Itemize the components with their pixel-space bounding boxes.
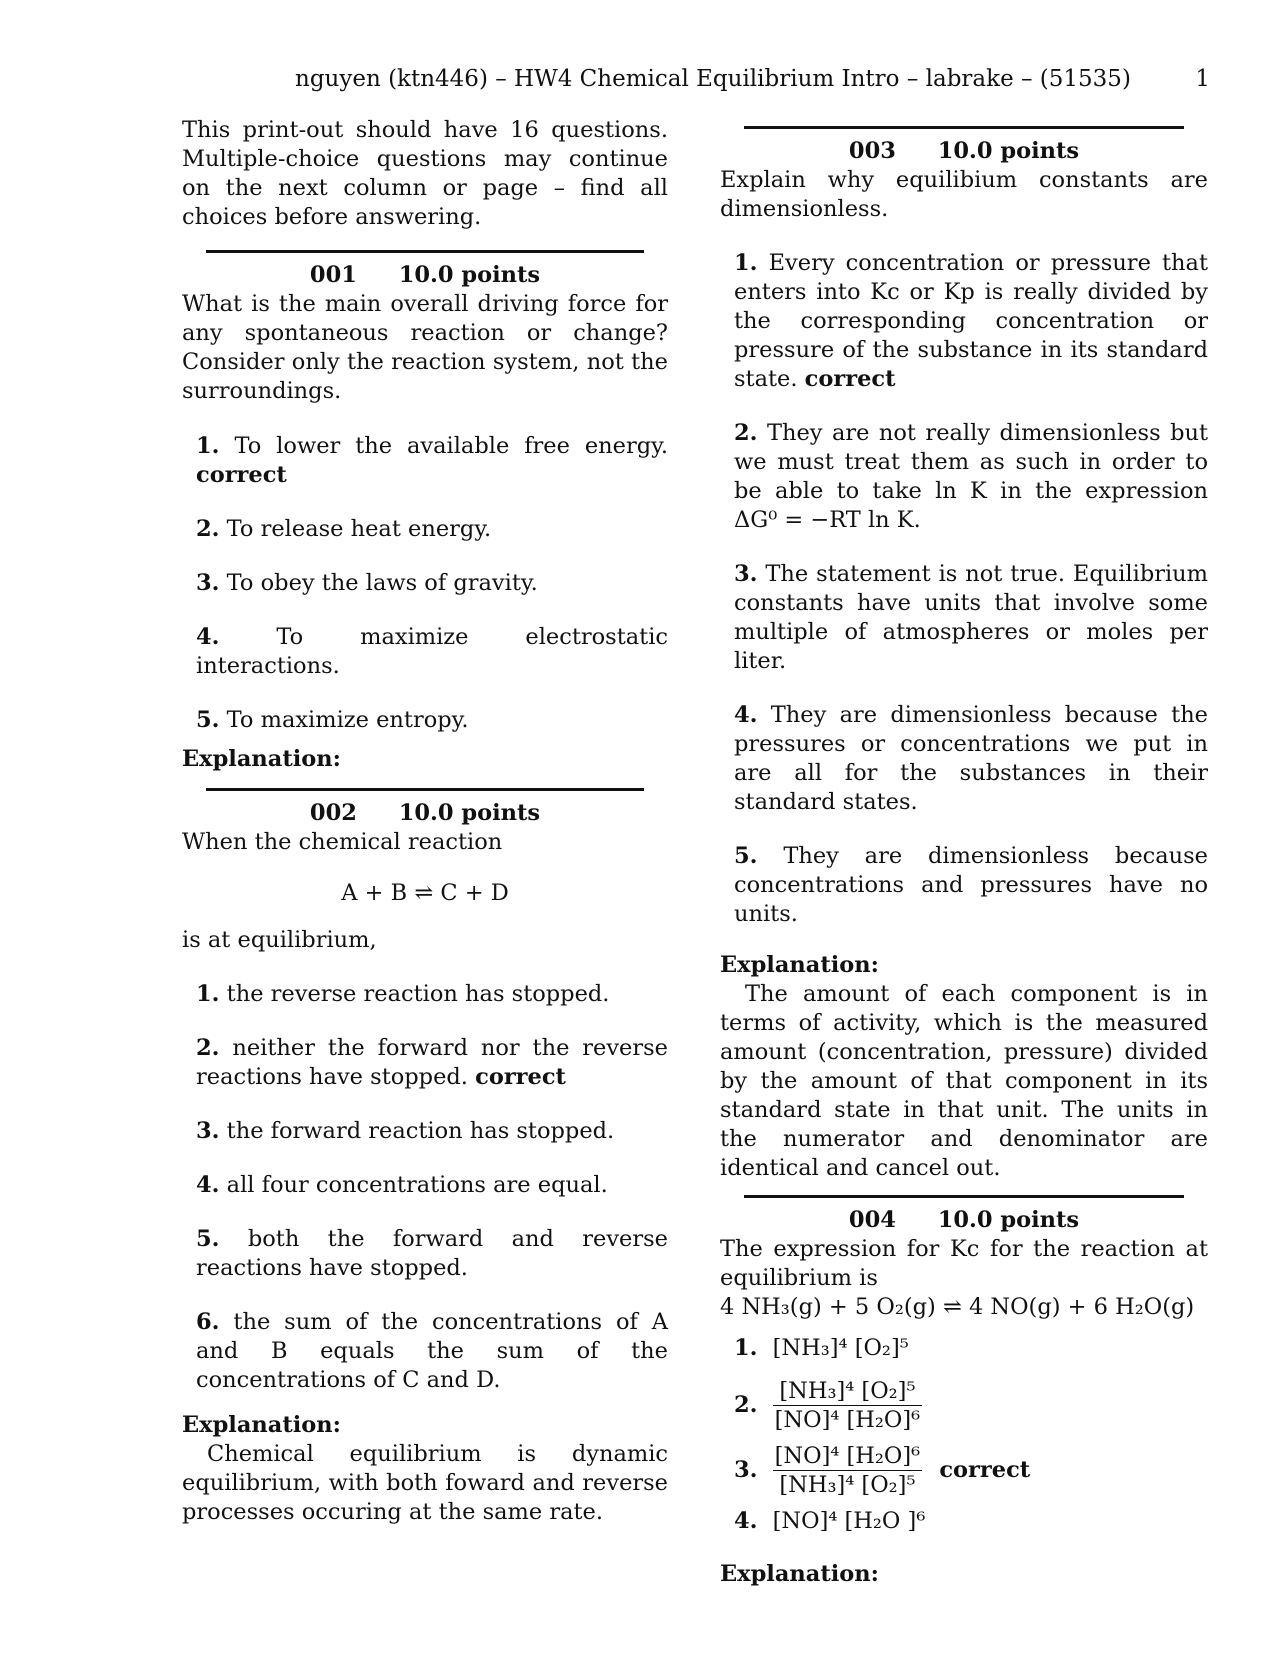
question-header — [720, 137, 1208, 166]
intro-text: This print-out should have 16 questions. Multiple-choice questions may continue on the next column or page – find all choices before answering. — [182, 117, 668, 230]
correct-mark: correct — [939, 1456, 1031, 1483]
question-divider — [744, 1195, 1184, 1198]
right-column — [720, 116, 1208, 1589]
reaction-equation: 4 NH₃(g) + 5 O₂(g) ⇌ 4 NO(g) + 6 H₂O(g) — [720, 1294, 1195, 1320]
choice: 2. $\frac{\text{[NH₃]⁴ [O₂]⁵}}{\text{[NO]⁴ [H₂O]⁶}}$ — [734, 1378, 921, 1433]
question-header — [720, 1206, 1208, 1235]
question-003 — [720, 126, 1208, 1183]
explanation-label: Explanation: — [720, 1561, 879, 1587]
question-number: 001 — [309, 262, 357, 288]
fraction: $\frac{\text{[NH₃]⁴ [O₂]⁵}}{\text{[NO]⁴ [H₂O]⁶}}$ — [774, 1378, 921, 1433]
question-004 — [720, 1195, 1208, 1589]
document-title: nguyen (ktn446) – HW4 Chemical Equilibrium Intro – labrake – (51535) — [295, 66, 1131, 92]
left-column — [182, 116, 668, 1527]
choice: 4. To maximize electrostatic interactions. — [196, 624, 669, 679]
question-points: 10.0 points — [937, 138, 1080, 164]
question-divider — [206, 250, 644, 253]
fraction: $\frac{\text{[NO]⁴ [H₂O]⁶}}{\text{[NH₃]⁴ [O₂]⁵}}$ — [774, 1443, 921, 1498]
question-header — [182, 261, 668, 290]
reaction-equation: A + B ⇌ C + D — [341, 880, 509, 906]
question-points: 10.0 points — [937, 1207, 1080, 1233]
choice: 2. neither the forward nor the reverse reactions have stopped. correct — [196, 1035, 668, 1090]
correct-mark: correct — [804, 366, 896, 392]
explanation-text: The amount of each component is in terms of activity, which is the measured amount (concentration, pressure) divided by the amount of that component in its standard state in that unit. The units in the numerator and denominator are identical and cancel out. — [720, 981, 1208, 1181]
question-stem: Explain why equilibium constants are dimensionless. — [720, 167, 1208, 222]
question-stem-continued: is at equilibrium, — [182, 927, 377, 953]
choice: 4. all four concentrations are equal. — [196, 1172, 608, 1198]
question-divider — [744, 126, 1184, 129]
question-number: 003 — [848, 138, 896, 164]
choice: 3. The statement is not true. Equilibrium constants have units that involve some multiple of atmospheres or moles per liter. — [734, 561, 1208, 674]
question-number: 002 — [309, 800, 357, 826]
choice: 4. They are dimensionless because the pressures or concentrations we put in are all for the substances in their standard states. — [734, 702, 1209, 815]
choice: 1. the reverse reaction has stopped. — [196, 981, 610, 1007]
choice: 2. They are not really dimensionless but we must treat them as such in order to be able to take ln K in the expression ΔG⁰ = −RT ln K. — [734, 420, 1209, 533]
choice: 5. To maximize entropy. — [196, 707, 469, 733]
choice: 5. They are dimensionless because concentrations and pressures have no units. — [734, 843, 1208, 927]
choice: 5. both the forward and reverse reactions have stopped. — [196, 1226, 668, 1281]
correct-mark: correct — [196, 462, 287, 488]
page-number: 1 — [1195, 66, 1210, 92]
explanation-label: Explanation: — [182, 746, 341, 772]
question-header — [182, 799, 668, 828]
question-points: 10.0 points — [398, 800, 541, 826]
explanation-text: Chemical equilibrium is dynamic equilibrium, with both foward and reverse processes occuring at the same rate. — [182, 1441, 668, 1525]
choice: 3. To obey the laws of gravity. — [196, 570, 538, 596]
explanation-label: Explanation: — [182, 1412, 341, 1438]
question-number: 004 — [848, 1207, 896, 1233]
choice: 3. the forward reaction has stopped. — [196, 1118, 615, 1144]
choice: 3. $\frac{\text{[NO]⁴ [H₂O]⁶}}{\text{[NH₃]⁴ [O₂]⁵}}$ correct — [734, 1443, 1031, 1498]
choice: 4. [NO]⁴ [H₂O ]⁶ — [734, 1508, 926, 1534]
correct-mark: correct — [475, 1064, 566, 1090]
choice: 1. Every concentration or pressure that enters into Kc or Kp is really divided by the corresponding concentration or pressure of the substance in its standard state. correct — [734, 250, 1208, 392]
question-stem: When the chemical reaction — [182, 829, 503, 855]
choice: 1. To lower the available free energy. correct — [196, 433, 669, 488]
choice: 2. To release heat energy. — [196, 516, 492, 542]
question-points: 10.0 points — [398, 262, 541, 288]
choice: 1. [NH₃]⁴ [O₂]⁵ — [734, 1335, 909, 1361]
question-stem: What is the main overall driving force for any spontaneous reaction or change? Consider only the reaction system, not the surroundings. — [182, 291, 668, 404]
question-stem: The expression for Kc for the reaction at equilibrium is — [720, 1236, 1208, 1291]
question-001 — [182, 250, 668, 774]
page-header — [180, 66, 1220, 106]
choice: 6. the sum of the concentrations of A and B equals the sum of the concentrations of C and D. — [196, 1309, 669, 1393]
question-002 — [182, 788, 668, 1527]
question-divider — [206, 788, 644, 791]
explanation-label: Explanation: — [720, 952, 879, 978]
